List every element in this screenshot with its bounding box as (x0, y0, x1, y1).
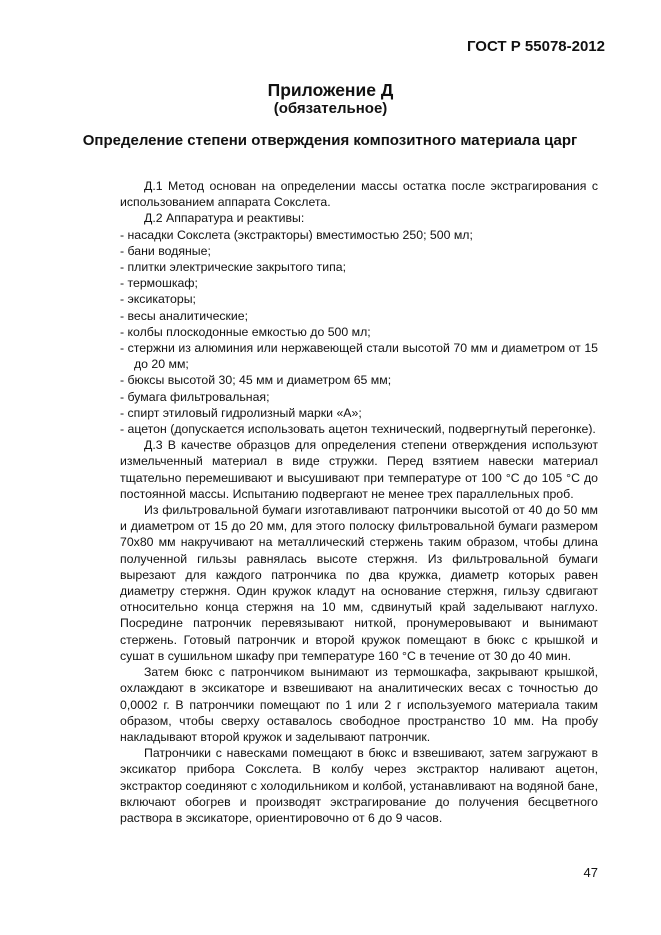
list-item: - колбы плоскодонные емкостью до 500 мл; (120, 324, 371, 339)
equipment-list (120, 227, 598, 438)
list-item: - бумага фильтровальная; (120, 389, 270, 404)
list-item: - термошкаф; (120, 276, 198, 291)
list-item: - эксикаторы; (120, 292, 196, 307)
paragraph-d3: Д.3 В качестве образцов для определения степени отверждения используют измельченный материал в виде стружки. Перед взятием навески материал тщательно перемешивают и высушивают при температуре от 100 °С до 105 °С до постоянной массы. Испытанию подвергают не менее трех параллельных проб. (120, 438, 598, 501)
list-item: - насадки Сокслета (экстракторы) вместимостью 250; 500 мл; (120, 227, 473, 242)
section-title: Определение степени отверждения композитного материала царг (82, 132, 578, 149)
paragraph-weighing: Затем бюкс с патрончиком вынимают из термошкафа, закрывают крышкой, охлаждают в эксикаторе и взвешивают на аналитических весах с точностью до 0,0002 г. В патрончики помещают по 1 или 2 г используемого материала таким образом, чтобы сверху оставалось свободное пространство 10 мм. На пробу накладывают второй кружок и заделывают патрончик. (120, 665, 598, 744)
paragraph-d2: Д.2 Аппаратура и реактивы: (144, 211, 305, 226)
list-item: - весы аналитические; (120, 308, 249, 323)
appendix-subtitle: (обязательное) (273, 100, 388, 117)
document-body (120, 178, 598, 826)
paragraph-extraction: Патрончики с навесками помещают в бюкс и взвешивают, затем загружают в эксикатор прибора Сокслета. В колбу через экстрактор наливают ацетон, экстрактор соединяют с холодильником и колбой, устанавливают на водяной бане, включают обогрев и производят экстрагирование до получения бесцветного раствора в эксикаторе, ориентировочно от 6 до 9 часов. (120, 746, 598, 825)
page-number: 47 (583, 865, 598, 880)
list-item: - плитки электрические закрытого типа; (120, 260, 347, 275)
list-item: - спирт этиловый гидролизный марки «А»; (120, 405, 362, 420)
document-header: ГОСТ Р 55078-2012 (466, 38, 605, 55)
list-item: - ацетон (допускается использовать ацетон технический, подвергнутый перегонке). (120, 422, 596, 437)
list-item: - бюксы высотой 30; 45 мм и диаметром 65 мм; (120, 373, 392, 388)
list-item: - бани водяные; (120, 243, 211, 258)
paragraph-d1: Д.1 Метод основан на определении массы остатка после экстрагирования с использованием аппарата Сокслета. (120, 179, 598, 210)
paragraph-cartridges: Из фильтровальной бумаги изготавливают патрончики высотой от 40 до 50 мм и диаметром от 15 до 20 мм, для этого полоску фильтровальной бумаги размером 70x80 мм накручивают на металлический стержень таким образом, чтобы длина полученной гильзы равнялась высоте стержня. Из фильтровальной бумаги вырезают для каждого патрончика по два кружка, диаметр которых равен диаметру стержня. Один кружок кладут на основание стержня, гильзу сдвигают относительно конца стержня на 10 мм, сдвинутый край заделывают наглухо. Посредине патрончик перевязывают ниткой, пронумеровывают и вынимают стержень. Готовый патрончик и второй кружок помещают в бюкс с крышкой и сушат в сушильном шкафу при температуре 160 °С в течение от 30 до 40 мин. (120, 503, 598, 663)
appendix-title: Приложение Д (267, 80, 394, 100)
list-item: - стержни из алюминия или нержавеющей стали высотой 70 мм и диаметром от 15 до 20 мм; (120, 341, 598, 372)
